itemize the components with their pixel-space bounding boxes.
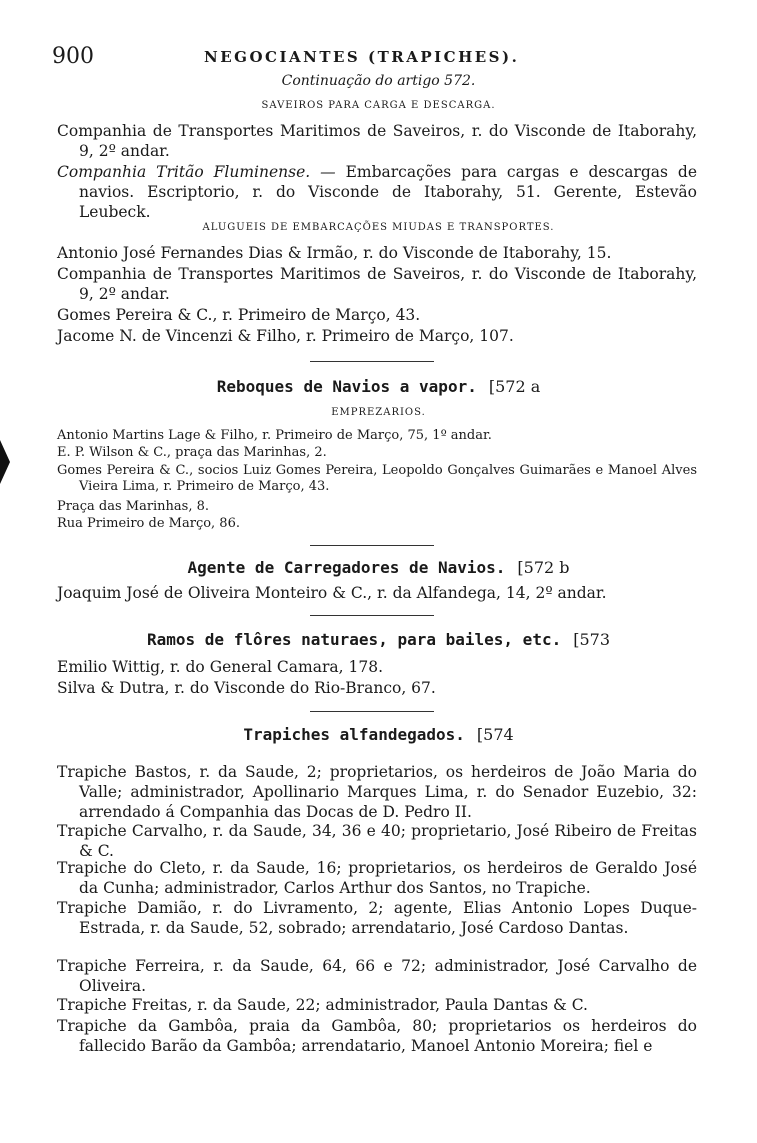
list-item: Trapiche Carvalho, r. da Saude, 34, 36 e 40; proprietario, José Ribeiro de Freitas & C. xyxy=(57,822,697,860)
heading-text: Ramos de flôres naturaes, para bailes, etc. xyxy=(147,630,562,649)
divider xyxy=(310,615,434,616)
list-item: Companhia de Transportes Maritimos de Saveiros, r. do Visconde de Itaborahy, 9, 2º andar. xyxy=(57,265,697,303)
section-caption: ALUGUEIS DE EMBARCAÇÕES MIUDAS E TRANSPORTES. xyxy=(202,222,555,233)
list-item: Rua Primeiro de Março, 86. xyxy=(57,516,240,531)
divider xyxy=(310,361,434,362)
heading-text: Trapiches alfandegados. xyxy=(243,725,465,744)
list-item: Trapiche da Gambôa, praia da Gambôa, 80; proprietarios os herdeiros do fallecido Barão da Gambôa; arrendatario, Manoel Antonio Moreira; fiel e xyxy=(57,1017,697,1055)
list-item: Praça das Marinhas, 8. xyxy=(57,499,210,514)
heading-text: Agente de Carregadores de Navios. xyxy=(187,558,506,577)
list-item: Trapiche do Cleto, r. da Saude, 16; proprietarios, os herdeiros de Geraldo José da Cunha; administrador, Carlos Arthur dos Santos, no Trapiche. xyxy=(57,859,697,897)
continuation-note: Continuação do artigo 572. xyxy=(281,73,476,89)
section-heading xyxy=(0,377,757,396)
page-header xyxy=(52,44,717,70)
list-item: Companhia de Transportes Maritimos de Saveiros, r. do Visconde de Itaborahy, 9, 2º andar. xyxy=(57,122,697,160)
section-caption: SAVEIROS PARA CARGA E DESCARGA. xyxy=(261,100,496,111)
list-item: Antonio José Fernandes Dias & Irmão, r. do Visconde de Itaborahy, 15. xyxy=(57,244,612,262)
list-item: Trapiche Ferreira, r. da Saude, 64, 66 e 72; administrador, José Carvalho de Oliveira. xyxy=(57,957,697,995)
section-number: [572 a xyxy=(488,377,541,396)
section-heading xyxy=(0,558,757,577)
margin-tab-marker xyxy=(0,440,10,484)
list-item xyxy=(57,162,697,222)
list-item: Gomes Pereira & C., socios Luiz Gomes Pereira, Leopoldo Gonçalves Guimarães e Manoel Alves Vieira Lima, r. Primeiro de Março, 43. xyxy=(57,463,697,494)
list-item: Antonio Martins Lage & Filho, r. Primeiro de Março, 75, 1º andar. xyxy=(57,428,492,443)
list-item: Jacome N. de Vincenzi & Filho, r. Primeiro de Março, 107. xyxy=(57,327,514,345)
list-item: Trapiche Damião, r. do Livramento, 2; agente, Elias Antonio Lopes Duque-Estrada, r. da Saude, 52, sobrado; arrendatario, José Cardoso Dantas. xyxy=(57,899,697,937)
entry-text: Embarcações para cargas e descargas de navios. Escriptorio, r. do Visconde de Itaborahy, 51. Gerente, Estevão Leubeck. xyxy=(79,163,698,221)
section-number: [572 b xyxy=(517,558,570,577)
list-item: Joaquim José de Oliveira Monteiro & C., r. da Alfandega, 14, 2º andar. xyxy=(57,584,607,602)
divider xyxy=(310,711,434,712)
heading-text: Reboques de Navios a vapor. xyxy=(216,377,477,396)
italic-name: Companhia Tritão Fluminense. — xyxy=(57,163,336,181)
list-item: Trapiche Freitas, r. da Saude, 22; administrador, Paula Dantas & C. xyxy=(57,996,588,1014)
running-head: NEGOCIANTES (TRAPICHES). xyxy=(204,48,520,66)
divider xyxy=(310,545,434,546)
section-heading xyxy=(0,725,757,744)
section-number: [573 xyxy=(573,630,610,649)
page-number: 900 xyxy=(52,44,94,69)
list-item: Trapiche Bastos, r. da Saude, 2; proprietarios, os herdeiros de João Maria do Valle; administrador, Apollinario Marques Lima, r. do Senador Euzebio, 32: arrendado á Companhia das Docas de D. Pedro II. xyxy=(57,763,697,821)
section-heading xyxy=(0,630,757,649)
list-item: E. P. Wilson & C., praça das Marinhas, 2. xyxy=(57,445,327,460)
list-item: Gomes Pereira & C., r. Primeiro de Março, 43. xyxy=(57,306,421,324)
section-number: [574 xyxy=(476,725,514,744)
list-item: Silva & Dutra, r. do Visconde do Rio-Branco, 67. xyxy=(57,679,436,697)
list-item: Emilio Wittig, r. do General Camara, 178. xyxy=(57,658,383,676)
section-caption: EMPREZARIOS. xyxy=(331,407,426,418)
